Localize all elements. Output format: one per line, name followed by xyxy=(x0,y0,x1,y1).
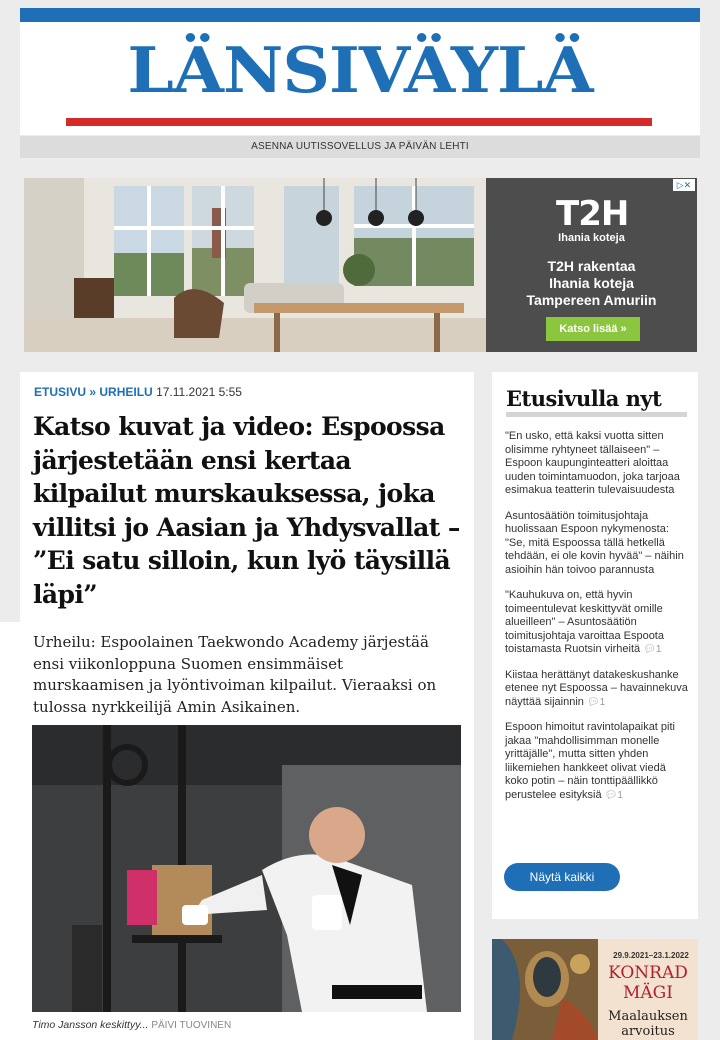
front-page-now-widget xyxy=(492,372,698,919)
list-item[interactable] xyxy=(505,430,691,498)
breadcrumb-section-link[interactable]: URHEILU xyxy=(99,385,153,399)
app-promo-link[interactable]: ASENNA UUTISSOVELLUS JA PÄIVÄN LEHTI xyxy=(20,136,700,158)
show-all-button[interactable]: Näytä kaikki xyxy=(504,863,620,891)
comment-icon: 💬︎ xyxy=(586,696,600,708)
comment-icon: 💬︎ xyxy=(643,644,656,655)
artist-line: MÄGI xyxy=(623,983,673,1003)
comment-count[interactable] xyxy=(587,697,605,708)
list-item[interactable] xyxy=(505,510,691,578)
list-item-text: Asuntosäätiön toimitusjohtaja huolissaan Espoon nykymenosta: "Se, mitä Espoossa tällä hetkellä tehdään, ei ole kovin hyvää" – näihin asioihin hän toivoo parannusta xyxy=(505,509,684,576)
photo-caption xyxy=(32,1019,231,1031)
t2h-logo: T2H xyxy=(556,194,629,234)
comment-icon: 💬︎ xyxy=(604,789,618,801)
adchoices-icon[interactable]: ▷✕ xyxy=(673,179,695,191)
widget-title: Etusivulla nyt xyxy=(506,386,662,411)
exhibition-dates: 29.9.2021–23.1.2022 xyxy=(613,951,689,960)
list-item-text: Kiistaa herättänyt datakeskushanke etenee nyt Espoossa – havainnekuva näyttää sijainnin xyxy=(505,668,688,708)
article-headline: Katso kuvat ja video: Espoossa järjestetään ensi kertaa kilpailut murskauksessa, joka villitsi jo Aasian ja Yhdysvallat – ”Ei satu silloin, kun lyö täysillä läpi” xyxy=(33,412,460,609)
list-item-text: "En usko, että kaksi vuotta sitten olisimme ryhtyneet tällaiseen" – Espoon kaupunginteatteri aloittaa uuden toimintamuodon, joka tarjoaa esimakua teatterin tulevaisuudesta xyxy=(505,430,680,496)
comment-count-value: 1 xyxy=(655,644,662,655)
exhibition-artist xyxy=(598,963,698,1003)
breadcrumb-home-link[interactable]: ETUSIVU xyxy=(34,385,87,399)
comment-count-value: 1 xyxy=(599,696,606,708)
list-item-text: Espoon himoitut ravintolapaikat piti jakaa "mahdollisimman monelle yrittäjälle", mutta sitten yhden liikemiehen hankkeet olivat viedä koko potin – näin tonttipäällikkö perustelee esityksiä xyxy=(505,721,675,801)
breadcrumb-separator: » xyxy=(89,385,97,399)
caption-text: Timo Jansson keskittyy... xyxy=(32,1019,149,1031)
exhibition-advertisement[interactable] xyxy=(492,939,698,1040)
masthead xyxy=(20,8,700,135)
top-advertisement[interactable] xyxy=(24,178,697,352)
ad-text-line: T2H rakentaa xyxy=(547,258,636,274)
photo-credit: PÄIVI TUOVINEN xyxy=(151,1020,232,1031)
ad-text-line: Ihania koteja xyxy=(549,275,634,291)
site-logo[interactable]: LÄNSIVÄYLÄ xyxy=(127,32,593,108)
comment-count[interactable] xyxy=(605,790,623,801)
article-lead: Urheilu: Espoolainen Taekwondo Academy järjestää ensi viikonloppuna Suomen ensimmäiset murskaamisen ja lyöntivoiman kilpailut. Vieraaksi on tulossa nyrkkeilijä Amin Asikainen. xyxy=(33,633,437,716)
breadcrumb xyxy=(34,385,242,399)
widget-title-rule xyxy=(506,412,687,417)
masthead-red-line xyxy=(66,118,652,126)
list-item-text: "Kauhukuva on, että hyvin toimeentulevat keskittyvät omille alueilleen" – Asuntosäätiön toimitusjohtaja varoittaa Espoota toistamasta Ruotsin virheitä xyxy=(505,589,664,655)
ad-text-line: Tampereen Amuriin xyxy=(526,292,657,308)
ad-text-panel xyxy=(486,178,697,352)
exhibition-title-line: Maalauksen xyxy=(608,1009,688,1024)
list-item[interactable] xyxy=(505,721,691,802)
article-date: 17.11.2021 5:55 xyxy=(156,385,242,399)
ad-headline xyxy=(486,258,697,309)
artist-line: KONRAD xyxy=(608,963,688,983)
article-photo[interactable] xyxy=(32,725,461,1012)
list-item[interactable] xyxy=(505,589,691,657)
exhibition-title xyxy=(598,1009,698,1039)
exhibition-title-line: arvoitus xyxy=(621,1024,675,1039)
ad-cta-button[interactable]: Katso lisää » xyxy=(546,317,640,341)
list-item[interactable] xyxy=(505,669,691,710)
front-page-list xyxy=(505,430,691,814)
comment-count-value: 1 xyxy=(617,789,623,801)
ad-interior-photo xyxy=(24,178,486,352)
comment-count[interactable] xyxy=(643,644,661,655)
ad-painting-image xyxy=(492,939,598,1040)
ad-logo-tagline: Ihania koteja xyxy=(558,232,625,244)
masthead-top-bar xyxy=(20,8,700,22)
